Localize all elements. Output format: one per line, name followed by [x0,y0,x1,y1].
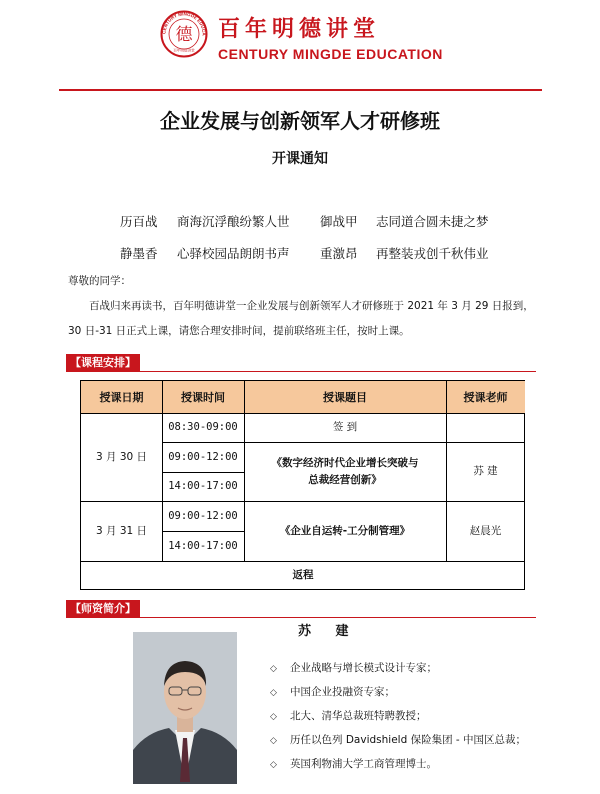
bio-item: ◇ 企业战略与增长模式设计专家； [270,656,526,680]
poem-line1-a: 历百战 [120,214,158,229]
day1-topic [244,442,446,501]
bio-item: ◇ 中国企业投融资专家； [270,680,526,704]
day1-topic-line2: 总裁经营创新》 [308,473,382,486]
grid-line [162,472,244,473]
day1-signin: 签 到 [332,421,358,433]
teacher-section-rule [66,617,536,618]
body-line-2: 30 日-31 日正式上课，请您合理安排时间，提前联络班主任，按时上课。 [68,325,410,337]
poem-line2-b: 心驿校园品朗朗书声 [177,246,290,261]
bio-item: ◇ 历任以色列 Davidshield 保险集团 - 中国区总裁； [270,728,526,752]
day1-teacher: 苏 建 [473,465,498,477]
day2-teacher: 赵晨光 [469,524,502,537]
day1-date: 3 月 30 日 [95,450,148,463]
header-time: 授课时间 [162,381,244,413]
header-date: 授课日期 [81,381,162,413]
day2-topic: 《企业自运转-工分制管理》 [279,524,411,537]
document-subtitle: 开课通知 [272,151,328,167]
poem-line2-c: 重激昂 [320,246,358,261]
grid-line [81,501,525,502]
grid-line [446,381,447,561]
diamond-bullet-icon: ◇ [270,712,277,722]
schedule-footer: 返程 [292,569,314,581]
teacher-name: 苏 建 [298,624,359,639]
logo-english-name: CENTURY MINGDE EDUCATION [218,46,443,62]
grid-line [162,442,525,443]
day1-slot3: 14:00-17:00 [168,480,238,492]
logo-chinese-name: 百年明德讲堂 [218,16,381,42]
diamond-bullet-icon: ◇ [270,760,277,770]
diamond-bullet-icon: ◇ [270,664,277,674]
logo-seal-ring-text: CENTURY MINGDE EDUCA [161,11,207,36]
header-divider [59,89,542,91]
grid-line [81,413,525,414]
logo-seal-icon [160,10,208,58]
poem-line2-a: 静墨香 [120,246,158,261]
bio-item: ◇ 英国利物浦大学工商管理博士。 [270,752,526,776]
poem-line1-b: 商海沉浮酿纷繁人世 [177,214,290,229]
diamond-bullet-icon: ◇ [270,688,277,698]
teacher-section-label: 【师资简介】 [66,600,140,617]
logo-seal-char: 德 [175,25,193,45]
teacher-photo [133,632,237,784]
day2-date: 3 月 31 日 [95,524,148,537]
grid-line [162,531,244,532]
schedule-table [80,380,525,590]
salutation: 尊敬的同学： [68,275,131,287]
day1-slot1: 08:30-09:00 [168,421,238,433]
poem-line1-d: 志同道合圆未捷之梦 [376,214,489,229]
grid-line [81,561,525,562]
body-line-1: 百战归来再读书，百年明德讲堂一企业发展与创新领军人才研修班于 2021 年 3 月 29 日报到， [89,300,534,312]
logo-seal-sub-text: 百年明德讲堂 [173,48,195,53]
poem-line2-d: 再整装戎创千秋伟业 [376,246,489,261]
diamond-bullet-icon: ◇ [270,736,277,746]
day1-slot2: 09:00-12:00 [168,450,238,463]
poem-line1-c: 御战甲 [320,214,358,229]
schedule-section-label: 【课程安排】 [66,354,140,371]
day1-topic-line1: 《数字经济时代企业增长突破与 [271,456,419,469]
header-teacher: 授课老师 [446,381,525,413]
document-title: 企业发展与创新领军人才研修班 [160,109,440,133]
day2-slot2: 14:00-17:00 [168,539,238,552]
teacher-portrait-icon [133,632,237,784]
header-topic: 授课题目 [244,381,446,413]
day2-slot1: 09:00-12:00 [168,509,238,522]
bio-item: ◇ 北大、清华总裁班特聘教授； [270,704,526,728]
schedule-section-rule [66,371,536,372]
grid-line [162,381,163,561]
grid-line [244,381,245,561]
teacher-bio-list [270,656,526,776]
